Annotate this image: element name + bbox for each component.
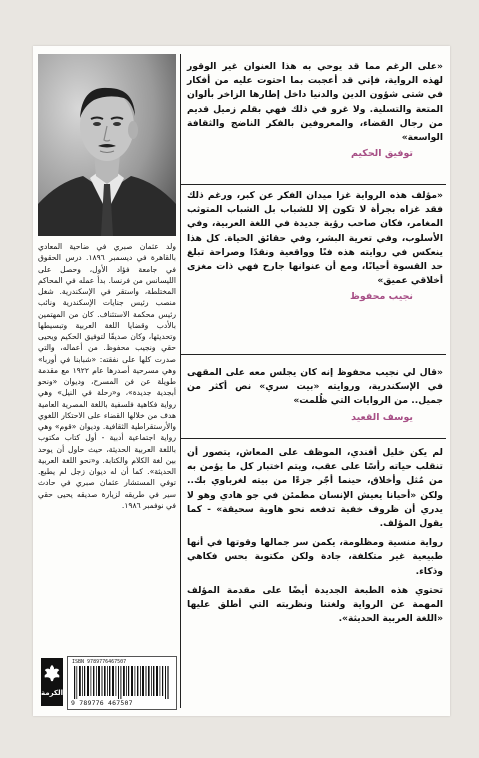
quote-text: «مؤلف هذه الرواية غزا ميدان الفكر عن كبر، ورغم ذلك فقد غزاه بجرأة لا تكون إلا للشباب بل الشباب المتوثب المغامر، فكان صاحب رؤية جديدة في اللغة العربية، وفي الأسلوب، وفي تعرية البشر، وفي حقائق الحياة. كل هذا ينعكس في روايته هذه فنًا وواقعية ونقدًا وصراحة تبلغ حد القسوة أحيانًا، ومع أن عنوانها جارح فهي ذات مغزى أخلاقي عميق» [187,190,443,287]
quote-block-2 [187,189,443,304]
quote-text: «على الرغم مما قد يوحي به هذا العنوان غير الوقور لهذه الرواية، فإني قد أعجبت بما احتوت عليه من أفكار في شتى شؤون الدين والدنيا داخل إطارها الزاخر بألوان المتعة والتسلية. ولا غرو في ذلك فهي بقلم زميل قديم من رجال القضاء، والمعروفين بالفكر الناضج والثقافة الواسعة» [187,61,443,144]
publisher-logo [41,658,63,706]
author-bio: ولد عثمان صبري في ضاحية المعادي بالقاهرة في ديسمبر ١٨٩٦. درس الحقوق في جامعة فؤاد الأول، وحصل على الليسانس من فرنسا. بدأ عمله في المحاكم المختلطة، واستقر في الإسكندرية. شغل منصب رئيس جنايات الإسكندرية ونائب رئيس محكمة الاستئناف. كان من المهتمين بالأدب وقضايا اللغة العربية وتبسيطها وتحديثها، وكان صديقًا لتوفيق الحكيم ويحيى حقي ونجيب محفوظ. من أعماله، والتي صدرت كلها على نفقته: «شبابنا في أوربا» وهي مسرحية أصدرها عام ١٩٢٢ مع مقدمة طويلة عن فن المسرح، وديوان «ونحو أبجدية جديدة»، و«رحلة في النيل» وهي رواية فكاهية فلسفية باللغة المصرية العامية هدف من خلالها القضاء على الاحتكار اللغوي والأرستقراطية الثقافية. وديوان «قوم» وهي رواية اجتماعية أدبية - أول كتاب مكتوب باللغة العربية الحديثة، حيث حاول أن يوحد بين لغة الكلام والكتابة. و«نحو اللغة العربية الحديثة». كما أن له ديوان زجل لم يطبع. توفي المستشار عثمان صبري في حادث سير في طريقه لزيارة صديقه يحيى حقي في نوفمبر ١٩٨٦. [38,242,176,510]
barcode-number: 9 789776 467507 [71,699,133,707]
quote-author: نجيب محفوظ [349,291,413,303]
barcode-bars [74,666,170,699]
back-cover [33,46,450,716]
barcode [67,656,177,710]
section-divider [180,438,446,439]
publisher-name: الكرمة [41,689,64,697]
summary-paragraph: لم يكن خليل أفندي، الموظف على المعاش، يتصور أن تنقلب حياته رأسًا على عقب، ويتم اختبار كل ما يؤمن به من مُثل وأخلاق، حينما أجّر جزءًا من بيته لغرباوي بك.. ولكن «أحيانا يعيش الإنسان مطمئن في جو هادي وهو لا يدري أن ظروف خفية تدفعه نحو هاوية سحيقة» - كما يقول المؤلف. [187,447,443,530]
isbn-label: ISBN 9789776467507 [72,659,127,665]
quote-block-3 [187,366,443,425]
column-divider [180,54,181,708]
vine-leaf-icon [43,664,61,682]
summary-paragraph: تحتوي هذه الطبعة الجديدة أيضًا على مقدمة المؤلف المهمة عن الرواية ولغتنا ونظريته التي أطلق عليها «اللغة العربية الحديثة». [187,584,443,625]
author-photo [38,54,176,236]
quote-block-1 [187,60,443,161]
summary-paragraph: رواية منسية ومظلومة، يكمن سر جمالها وقوتها في أنها طبيعية غير متكلفة، جادة ولكن مكتوبة بحس فكاهي وذكاء. [187,537,443,577]
section-divider [180,354,446,355]
book-summary [187,446,443,626]
quote-text: «قال لي نجيب محفوظ إنه كان يجلس معه على المقهى في الإسكندرية، وروايته «بيت سري» نص أكثر من جميل.. من الروايات التي ظُلمت» [187,367,443,407]
quote-author: توفيق الحكيم [350,148,413,160]
quote-author: يوسف القعيد [351,411,413,423]
section-divider [180,184,446,185]
